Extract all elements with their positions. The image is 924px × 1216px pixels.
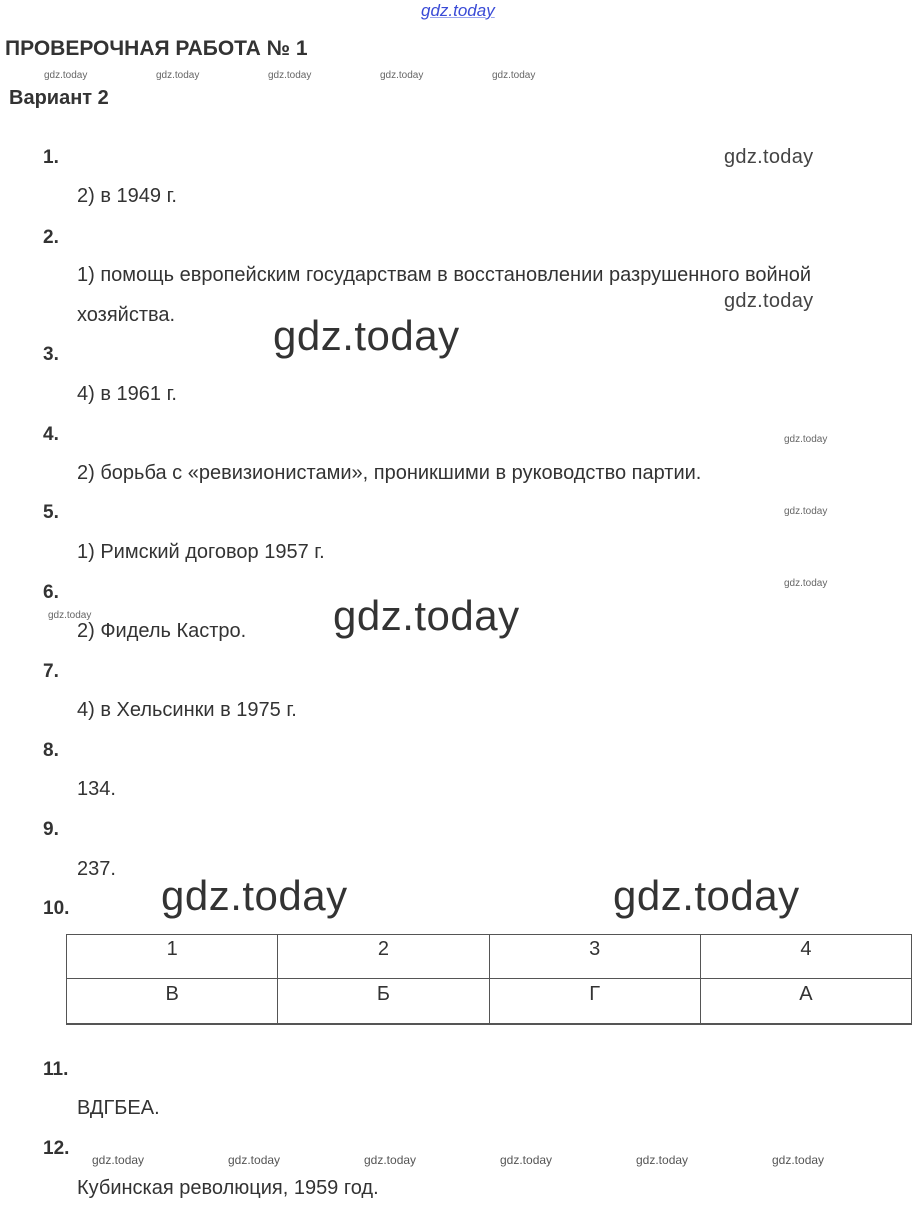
question-answer: 2) Фидель Кастро. [77,620,247,642]
watermark-tiny: gdz.today [784,506,828,517]
watermark-big: gdz.today [161,872,348,919]
watermark-big: gdz.today [613,872,800,919]
question-answer: 237. [77,858,116,880]
question-number: 3. [43,344,59,365]
page-title: ПРОВЕРОЧНАЯ РАБОТА № 1 [5,37,308,60]
question-number: 6. [43,582,59,603]
watermark-small: gdz.today [228,1153,281,1167]
table-cell: Б [278,979,489,1025]
watermark-top: gdz.today [421,1,495,20]
watermark-small: gdz.today [92,1153,145,1167]
table-header-cell: 2 [278,935,489,979]
table-header-cell: 1 [67,935,278,979]
question-number: 1. [43,147,59,168]
variant-heading: Вариант 2 [9,87,109,109]
table-cell: В [67,979,278,1025]
watermark-small: gdz.today [636,1153,689,1167]
table-row [67,979,912,1025]
question-number: 2. [43,227,59,248]
table-cell: А [700,979,911,1025]
question-answer: 2) борьба с «ревизионистами», проникшими в руководство партии. [77,462,702,484]
question-answer: 134. [77,778,116,800]
question-number: 7. [43,661,59,682]
watermark-medium: gdz.today [724,146,814,168]
question-answer: 1) помощь европейским государствам в восстановлении разрушенного войной хозяйства. [77,264,812,326]
table-header-cell: 4 [700,935,911,979]
watermark-small: gdz.today [772,1153,825,1167]
question-answer: 4) в 1961 г. [77,383,177,405]
watermark-tiny: gdz.today [268,70,312,81]
watermark-tiny: gdz.today [44,70,88,81]
question-number: 10. [43,898,70,919]
watermark-big: gdz.today [333,592,520,639]
table-header-row [67,935,912,979]
question-number: 12. [43,1138,70,1159]
watermark-medium: gdz.today [724,290,814,312]
question-number: 11. [43,1059,69,1080]
watermark-big: gdz.today [273,312,460,359]
question-number: 8. [43,740,59,761]
question-number: 9. [43,819,59,840]
watermark-small: gdz.today [500,1153,553,1167]
watermark-tiny: gdz.today [492,70,536,81]
watermark-small: gdz.today [364,1153,417,1167]
question-number: 5. [43,502,59,523]
watermark-tiny: gdz.today [48,610,92,621]
question-answer: 2) в 1949 г. [77,185,177,207]
watermark-tiny: gdz.today [156,70,200,81]
table-header-cell: 3 [489,935,700,979]
matching-table [66,934,912,1025]
question-answer: 4) в Хельсинки в 1975 г. [77,699,297,721]
question-answer: ВДГБЕА. [77,1097,160,1119]
watermark-tiny: gdz.today [784,434,828,445]
question-number: 4. [43,424,59,445]
table-cell: Г [489,979,700,1025]
watermark-tiny: gdz.today [784,578,828,589]
question-answer: Кубинская революция, 1959 год. [77,1177,379,1199]
watermark-tiny: gdz.today [380,70,424,81]
question-answer: 1) Римский договор 1957 г. [77,541,325,563]
